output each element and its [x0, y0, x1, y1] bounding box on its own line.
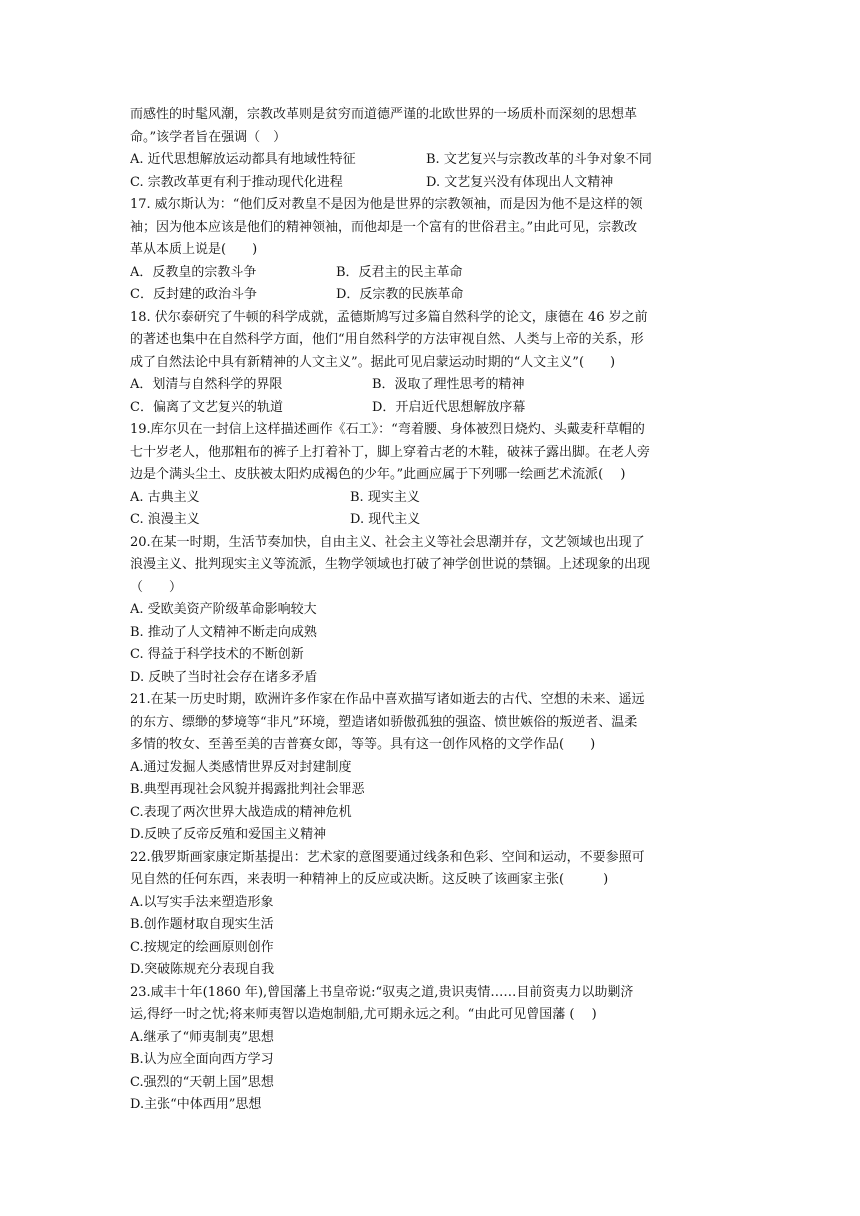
question-21 [130, 689, 730, 847]
question-23-stem-line-1: 23.咸丰十年(1860 年),曾国藩上书皇帝说:“驭夷之道,贵识夷情……目前资夷力以助剿济 [130, 984, 634, 1000]
option-a: A. 受欧美资产阶级革命影响较大 [130, 602, 317, 617]
question-19-options-row-2 [130, 509, 730, 532]
option-d: D.突破陈规充分表现自我 [130, 962, 275, 977]
question-16-options-row-2 [130, 172, 730, 195]
question-21-stem-line-1: 21.在某一历史时期，欧洲许多作家在作品中喜欢描写诸如逝去的古代、空想的未来、遥远 [130, 692, 645, 707]
option-a: A．反教皇的宗教斗争 [130, 264, 257, 280]
question-23-stem-line-2: 运,得纾一时之忧;将来师夷智以造炮制船,尤可期永远之利。“由此可见曾国藩 ( ) [130, 1007, 597, 1022]
option-c: C.表现了两次世界大战造成的精神危机 [130, 804, 352, 820]
option-a: A. 古典主义 [130, 489, 200, 505]
question-22-stem-line-1: 22.俄罗斯画家康定斯基提出：艺术家的意图要通过线条和色彩、空间和运动，不要参照可 [130, 849, 645, 865]
option-b: B. 现实主义 [350, 489, 420, 505]
question-22 [130, 847, 730, 982]
option-b: B. 文艺复兴与宗教改革的斗争对象不同 [426, 152, 652, 167]
question-16-options-row-1 [130, 149, 730, 172]
option-d: D．开启近代思想解放序幕 [372, 399, 526, 415]
question-16-stem-line-2: 命。”该学者旨在强调（ ） [130, 129, 287, 145]
question-17-options-row-1 [130, 262, 730, 285]
question-18-stem-line-2: 的著述也集中在自然科学方面，他们“用自然科学的方法审视自然、人类与上帝的关系，形 [130, 332, 644, 347]
question-18-options-row-2 [130, 397, 730, 420]
question-19-stem-line-1: 19.库尔贝在一封信上这样描述画作《石工》：“弯着腰、身体被烈日烧灼、头戴麦秆草帽的 [130, 422, 645, 437]
option-d: D. 反映了当时社会存在诸多矛盾 [130, 669, 318, 685]
question-20-stem-line-3: （ ） [130, 579, 183, 595]
question-17-stem-line-1: 17. 威尔斯认为：“他们反对教皇不是因为他是世界的宗教领袖，而是因为他不是这样的领 [130, 197, 643, 212]
option-a: A.以写实手法来塑造形象 [130, 894, 274, 910]
option-d: D．反宗教的民族革命 [336, 287, 464, 302]
option-a: A.继承了“师夷制夷”思想 [130, 1029, 274, 1045]
option-b: B．反君主的民主革命 [336, 264, 463, 280]
option-c: C. 浪漫主义 [130, 512, 200, 527]
option-b: B.典型再现社会风貌并揭露批判社会罪恶 [130, 782, 365, 797]
option-a: A. 近代思想解放运动都具有地域性特征 [130, 152, 356, 167]
question-16 [130, 104, 730, 194]
option-d: D.主张“中体西用”思想 [130, 1097, 262, 1112]
question-20-stem-line-2: 浪漫主义、批判现实主义等流派，生物学领域也打破了神学创世说的禁锢。上述现象的出现 [130, 557, 651, 572]
question-19-stem-line-2: 七十岁老人，他那粗布的裤子上打着补丁，脚上穿着古老的木鞋，破袜子露出脚。在老人旁 [130, 444, 651, 460]
option-d: D.反映了反帝反殖和爱国主义精神 [130, 827, 327, 842]
option-a: A.通过发掘人类感情世界反对封建制度 [130, 759, 352, 775]
option-c: C．反封建的政治斗争 [130, 287, 257, 302]
option-b: B.创作题材取自现实生活 [130, 917, 274, 932]
question-19-stem-line-3: 边是个满头尘土、皮肤被太阳灼成褐色的少年。”此画应属于下列哪一绘画艺术流派( ) [130, 467, 626, 482]
question-17-stem-line-3: 革从本质上说是( ) [130, 242, 258, 257]
option-c: C. 得益于科学技术的不断创新 [130, 647, 304, 662]
question-17-stem-line-2: 袖；因为他本应该是他们的精神领袖，而他却是一个富有的世俗君主。”由此可见，宗教改 [130, 219, 638, 235]
option-c: C.强烈的“天朝上国”思想 [130, 1074, 274, 1090]
question-20-stem-line-1: 20.在某一时期，生活节奏加快，自由主义、社会主义等社会思潮并存，文艺领域也出现了 [130, 534, 645, 550]
option-b: B．汲取了理性思考的精神 [372, 377, 525, 392]
question-19 [130, 419, 730, 532]
question-18-stem-line-1: 18. 伏尔泰研究了牛顿的科学成就，孟德斯鸠写过多篇自然科学的论文，康德在 46 岁之前 [130, 309, 648, 325]
question-18-stem-line-3: 成了自然法论中具有新精神的人文主义”。据此可见启蒙运动时期的“人文主义”( ) [130, 354, 616, 370]
question-17-options-row-2 [130, 284, 730, 307]
option-c: C. 宗教改革更有利于推动现代化进程 [130, 174, 343, 190]
question-19-options-row-1 [130, 487, 730, 510]
question-21-stem-line-3: 多情的牧女、至善至美的吉普赛女郎，等等。具有这一创作风格的文学作品( ) [130, 737, 596, 752]
option-c: C．偏离了文艺复兴的轨道 [130, 399, 283, 415]
question-18 [130, 307, 730, 420]
question-20 [130, 532, 730, 690]
option-b: B. 推动了人文精神不断走向成熟 [130, 624, 317, 640]
option-a: A．划清与自然科学的界限 [130, 377, 283, 392]
option-d: D. 现代主义 [350, 512, 421, 527]
option-b: B.认为应全面向西方学习 [130, 1052, 274, 1067]
question-23 [130, 982, 730, 1117]
question-17 [130, 194, 730, 307]
option-c: C.按规定的绘画原则创作 [130, 939, 274, 955]
question-21-stem-line-2: 的东方、缥缈的梦境等“非凡”环境，塑造诸如骄傲孤独的强盗、愤世嫉俗的叛逆者、温柔 [130, 714, 638, 730]
question-22-stem-line-2: 见自然的任何东西，来表明一种精神上的反应或决断。这反映了该画家主张( ) [130, 872, 609, 887]
option-d: D. 文艺复兴没有体现出人文精神 [426, 174, 614, 190]
question-18-options-row-1 [130, 374, 730, 397]
question-16-stem-line-1: 而感性的时髦风潮，宗教改革则是贫穷而道德严谨的北欧世界的一场质朴而深刻的思想革 [130, 107, 638, 122]
